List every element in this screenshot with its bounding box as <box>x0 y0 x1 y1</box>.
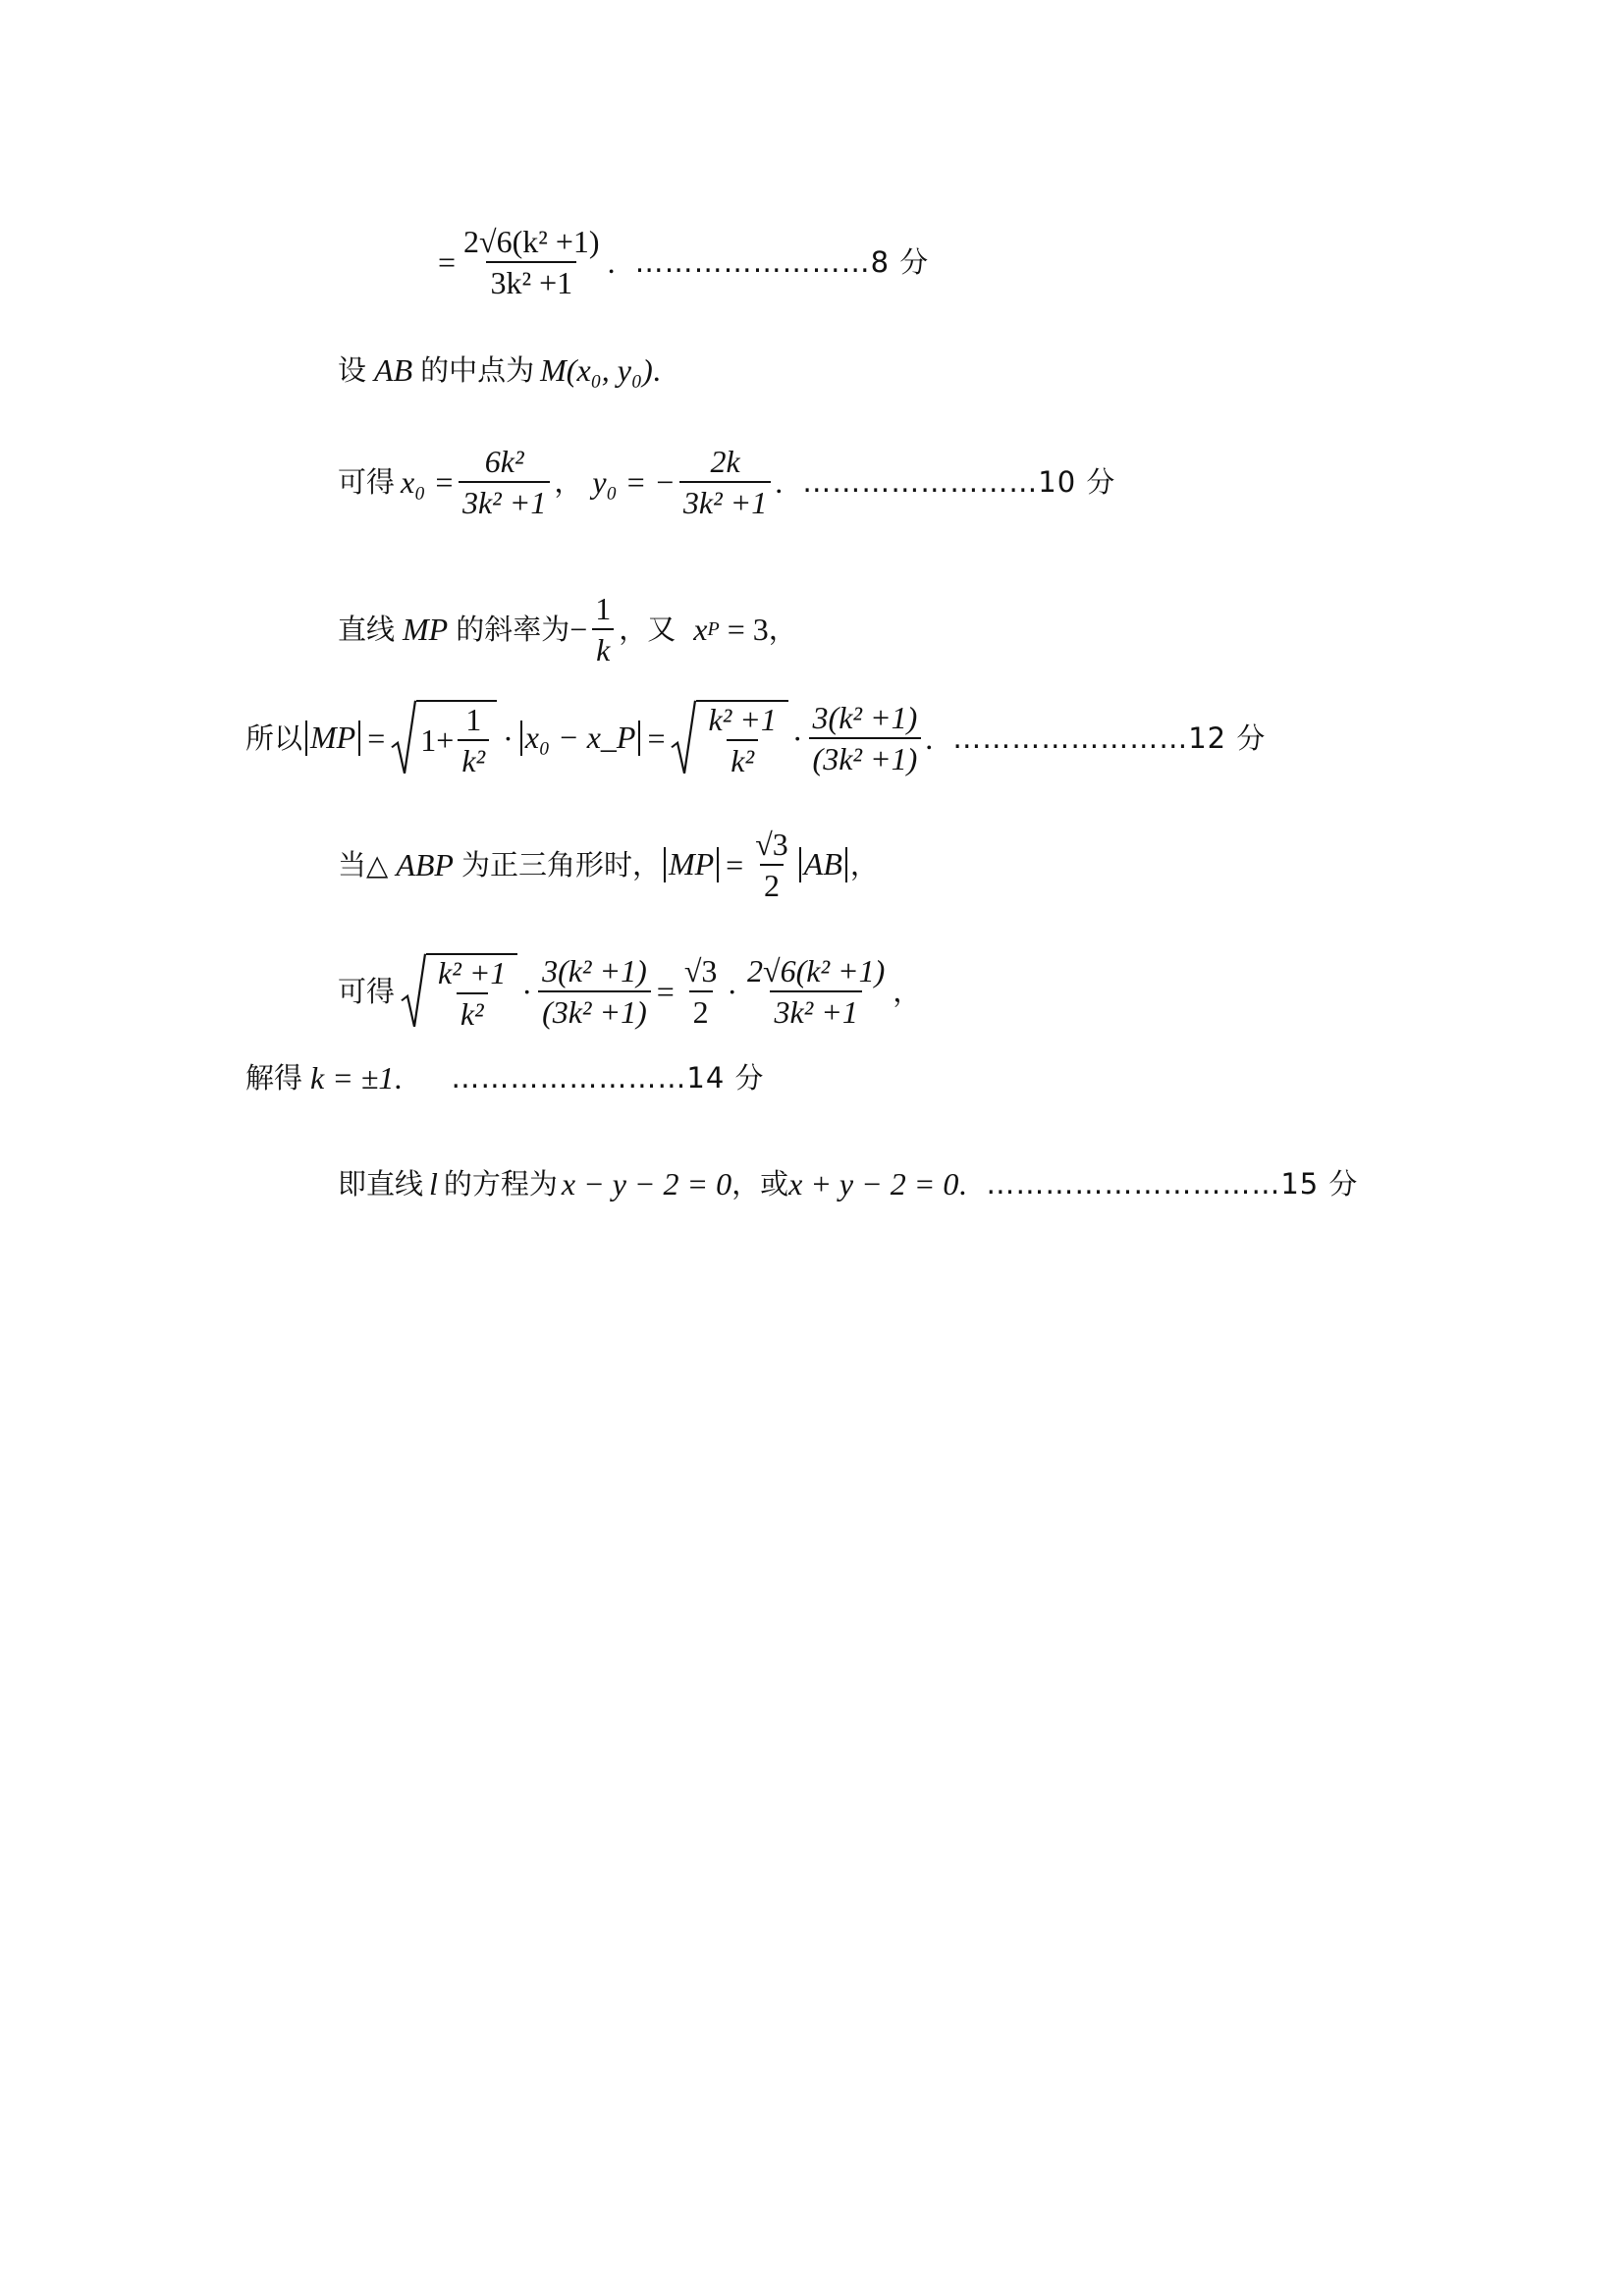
fraction <box>680 955 722 1028</box>
score-marker: ……………………10 分 <box>802 464 1116 499</box>
x0-label: x₀ = <box>401 464 455 500</box>
radicand <box>426 953 517 1030</box>
numerator: √3 <box>683 953 718 988</box>
equals-sign: = <box>367 721 386 756</box>
text: 所以 <box>245 721 303 755</box>
text: 的中点为 <box>420 352 535 387</box>
denominator: 2 <box>689 990 713 1028</box>
numerator: k² +1 <box>708 702 777 737</box>
segment-mp: MP <box>403 612 449 647</box>
line-9 <box>338 1162 1358 1205</box>
numerator: 2k <box>710 444 740 479</box>
fraction <box>458 704 489 776</box>
line-5 <box>245 691 1266 785</box>
text: 为正三角形时， <box>460 847 661 881</box>
line-1 <box>438 218 929 306</box>
denominator: 3k² +1 <box>486 261 576 298</box>
fraction <box>751 828 792 901</box>
abs-mp: MP <box>664 847 719 881</box>
numerator: 2√6(k² +1) <box>747 953 886 988</box>
text: 当△ <box>338 847 389 881</box>
minus-sign: − <box>569 612 588 647</box>
denominator: k² <box>727 739 758 776</box>
text: 的斜率为 <box>456 612 570 646</box>
period: . <box>607 244 616 280</box>
fraction <box>704 704 780 776</box>
point-m: M(x₀, y₀) <box>540 352 653 388</box>
equation-1: x − y − 2 = 0 <box>561 1166 732 1201</box>
text: 解得 <box>245 1060 303 1095</box>
numerator: 1 <box>465 702 482 737</box>
numerator: 6k² <box>484 444 524 479</box>
period: . <box>652 352 661 388</box>
equals-sign: = <box>438 244 457 280</box>
numerator: 1 <box>595 591 612 626</box>
period: . <box>958 1166 967 1201</box>
dot-operator: · <box>791 721 803 756</box>
dot-operator: · <box>521 974 533 1009</box>
denominator: 3k² +1 <box>459 481 550 518</box>
text: 可得 <box>338 974 396 1008</box>
xp-subscript: P <box>707 618 720 640</box>
period: . <box>925 721 934 756</box>
score-marker: ……………………8 分 <box>634 244 930 279</box>
numerator: 3(k² +1) <box>542 953 647 988</box>
period: . <box>394 1060 403 1095</box>
denominator: k <box>592 628 614 666</box>
text: ，或 <box>731 1166 789 1201</box>
fraction <box>538 955 651 1028</box>
fraction <box>434 957 510 1030</box>
fraction <box>809 702 922 774</box>
numerator: √3 <box>755 827 788 862</box>
xp-value: = 3 <box>727 612 769 647</box>
sqrt-expression <box>401 953 517 1030</box>
score-marker: ……………………12 分 <box>952 721 1267 755</box>
denominator: k² <box>457 992 488 1030</box>
denominator: 3k² +1 <box>679 481 771 518</box>
score-marker: ……………………14 分 <box>451 1060 765 1095</box>
text: 直线 <box>338 612 396 646</box>
triangle-abp: ABP <box>396 847 454 882</box>
sqrt-expression <box>671 700 787 776</box>
fraction <box>591 593 615 666</box>
radical-sign <box>671 700 696 776</box>
dot-operator: · <box>503 721 514 756</box>
sqrt-expression <box>391 700 497 776</box>
text: 设 <box>338 352 367 387</box>
denominator: (3k² +1) <box>538 990 651 1028</box>
fraction <box>460 226 604 298</box>
line-l: l <box>429 1166 438 1201</box>
solution: k = ±1 <box>310 1060 395 1095</box>
xp-var: x <box>693 612 708 647</box>
denominator: 2 <box>760 864 784 901</box>
equals-sign: = <box>647 721 666 756</box>
text: 的方程为 <box>443 1166 558 1201</box>
abs-ab: AB <box>799 847 847 881</box>
y0-label: y₀ = − <box>592 464 676 500</box>
text: 可得 <box>338 464 396 499</box>
segment-ab: AB <box>374 352 413 388</box>
equals-sign: = <box>656 974 675 1009</box>
line-8 <box>245 1056 765 1099</box>
fraction <box>679 446 771 518</box>
numerator: 2√6(k² +1) <box>463 224 600 259</box>
line-2 <box>338 348 661 392</box>
radical-sign <box>401 953 426 1030</box>
line-3 <box>338 438 1115 526</box>
line-4 <box>338 585 797 673</box>
period: . <box>775 464 784 500</box>
numerator: k² +1 <box>438 955 507 990</box>
radicand <box>696 700 787 776</box>
one-plus: 1+ <box>420 722 455 758</box>
comma: ， <box>768 612 797 646</box>
denominator: k² <box>458 739 489 776</box>
fraction <box>459 446 550 518</box>
numerator: 3(k² +1) <box>812 700 918 735</box>
comma: ， <box>849 847 879 881</box>
fraction <box>743 955 889 1028</box>
dot-operator: · <box>727 974 738 1009</box>
radical-sign <box>391 700 416 776</box>
abs-difference: x₀ − x_P <box>520 721 641 755</box>
equation-2: x + y − 2 = 0 <box>788 1166 959 1201</box>
comma: ， <box>554 464 583 499</box>
text: ，又 <box>619 612 677 646</box>
score-marker: …………………………15 分 <box>986 1166 1359 1201</box>
equals-sign: = <box>726 847 744 882</box>
line-7 <box>338 944 921 1039</box>
denominator: (3k² +1) <box>809 737 922 774</box>
comma: ， <box>893 974 922 1008</box>
radicand <box>416 700 497 776</box>
denominator: 3k² +1 <box>770 990 861 1028</box>
line-6 <box>338 821 879 909</box>
text: 即直线 <box>338 1166 424 1201</box>
abs-mp: MP <box>305 721 360 755</box>
